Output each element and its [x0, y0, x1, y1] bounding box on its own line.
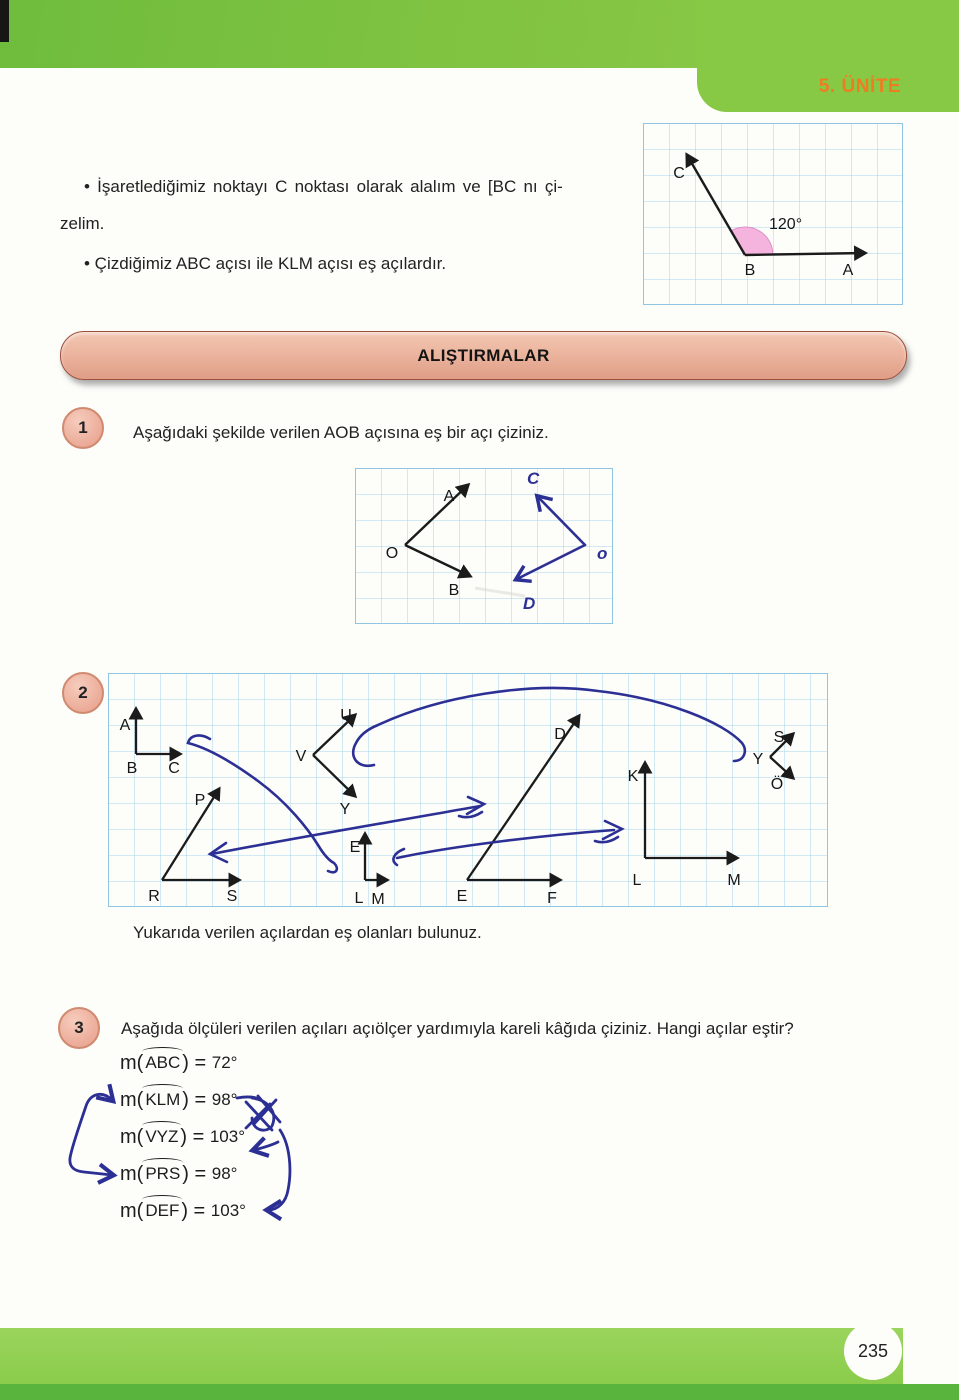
label-D: D [554, 726, 566, 743]
exercise-2-caption: Yukarıda verilen açılardan eş olanları bulunuz. [133, 923, 482, 942]
exercise-1-text: Aşağıdaki şekilde verilen AOB açısına eş bir açı çiziniz. [133, 423, 549, 442]
label-L2: L [632, 872, 642, 889]
diagram-exercise-2 [108, 673, 830, 913]
diagram-angle-120 [643, 123, 903, 305]
hand-arrow-VYZ [254, 1142, 278, 1150]
exercise-3-text: Aşağıda ölçüleri verilen açıları açıölçer yardımıyla kareli kâğıda çiziniz. Hangi açılar eştir? [121, 1019, 794, 1038]
angle-value: 98° [211, 1090, 238, 1109]
label-E2: E [456, 888, 468, 905]
label-S: S [226, 888, 238, 905]
hand-label-D: D [523, 594, 536, 613]
diagram-exercise-1 [355, 468, 613, 624]
m-close: ) = [182, 1089, 212, 1111]
scan-corner-artifact [0, 0, 9, 42]
m-close: ) = [181, 1200, 211, 1222]
label-A: A [119, 717, 131, 734]
exercises-banner [60, 331, 907, 380]
angle-value: 103° [210, 1201, 246, 1220]
grid-paper [644, 124, 903, 305]
label-B: B [126, 760, 138, 777]
label-U: U [340, 707, 352, 724]
label-K: K [627, 768, 639, 785]
angle-name: DEF [145, 1201, 180, 1220]
label-B: B [744, 262, 756, 279]
label-A: A [443, 488, 455, 505]
angle-value: 98° [211, 1164, 238, 1183]
exercise-1-number: 1 [62, 407, 104, 449]
label-M2: M [727, 872, 741, 889]
m-close: ) = [180, 1126, 210, 1148]
m-close: ) = [182, 1052, 212, 1074]
angle-value: 103° [209, 1127, 246, 1146]
label-B: B [448, 582, 460, 599]
grid-paper [109, 674, 828, 907]
intro-bullet-2: • Çizdiğimiz ABC açısı ile KLM açısı eş açılardır. [84, 254, 447, 273]
label-P: P [194, 792, 206, 809]
hand-label-C: C [527, 469, 540, 488]
label-C: C [673, 165, 685, 182]
angle-value: 72° [211, 1053, 238, 1072]
unit-label: 5. ÜNİTE [818, 76, 901, 97]
m-open: m( [120, 1052, 144, 1074]
label-O: O [385, 545, 399, 562]
label-R: R [148, 888, 160, 905]
label-L: L [354, 890, 364, 907]
angle-name: ABC [145, 1053, 181, 1072]
label-V: V [295, 748, 307, 765]
angle-name: KLM [145, 1090, 181, 1109]
intro-bullet-1-line-1: • İşaretlediğimiz noktayı C noktası olarak alalım ve [BC nı çi- [84, 177, 563, 196]
page-number: 235 [857, 1340, 889, 1361]
label-Y2: Y [752, 751, 764, 768]
page-number-badge [844, 1322, 902, 1380]
label-A: A [842, 262, 854, 279]
label-S2: S [773, 729, 785, 746]
m-open: m( [120, 1126, 144, 1148]
banner-title: ALIŞTIRMALAR [417, 345, 550, 365]
label-C: C [168, 760, 180, 777]
label-M: M [371, 891, 385, 908]
angle-name: PRS [145, 1164, 181, 1183]
m-open: m( [120, 1089, 144, 1111]
label-E: E [349, 839, 361, 856]
intro-bullet-1-line-2: zelim. [60, 214, 105, 233]
label-120: 120° [769, 216, 803, 233]
label-F: F [547, 890, 557, 907]
m-open: m( [120, 1163, 144, 1185]
footer-dark-strip [0, 1384, 959, 1400]
m-open: m( [120, 1200, 144, 1222]
hand-label-o: o [597, 544, 608, 563]
exercise-3-hand-annotations [40, 1050, 330, 1240]
exercise-3-number: 3 [58, 1007, 100, 1049]
m-close: ) = [182, 1163, 212, 1185]
exercise-2-number: 2 [62, 672, 104, 714]
angle-name: VYZ [145, 1127, 179, 1146]
label-Y: Y [339, 801, 351, 818]
footer-green-band [0, 1328, 903, 1384]
label-O-umlaut: Ö [770, 776, 784, 793]
hand-bracket-KLM-PRS [70, 1094, 112, 1175]
hand-ink [70, 1094, 290, 1210]
